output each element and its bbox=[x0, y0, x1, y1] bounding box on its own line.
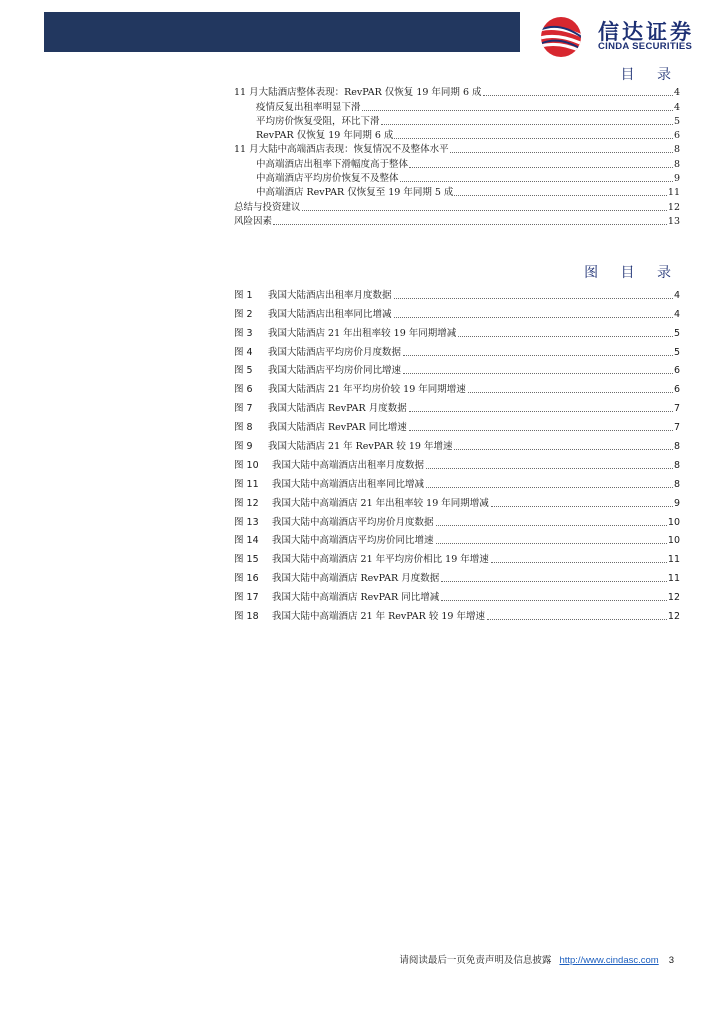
figure-title: 我国大陆中高端酒店 21 年平均房价相比 19 年增速 bbox=[272, 554, 489, 566]
figure-number: 图 6 bbox=[234, 384, 253, 396]
leader-dots bbox=[491, 506, 673, 507]
figure-title: 我国大陆中高端酒店平均房价月度数据 bbox=[272, 516, 434, 528]
figure-entry[interactable] bbox=[234, 565, 680, 584]
figure-title: 我国大陆酒店 21 年 RevPAR 较 19 年增速 bbox=[268, 441, 453, 453]
figure-page: 12 bbox=[667, 592, 680, 604]
brand-name-cn: 信达证券 bbox=[598, 20, 694, 44]
cinda-logo-icon bbox=[532, 14, 594, 58]
figure-entry[interactable] bbox=[234, 490, 680, 509]
figure-title: 我国大陆中高端酒店 RevPAR 月度数据 bbox=[272, 573, 440, 585]
toc-entry-title: 11 月大陆中高端酒店表现：恢复情况不及整体水平 bbox=[234, 144, 449, 156]
toc-entry-page: 4 bbox=[673, 87, 680, 99]
toc-entry-title: 风险因素 bbox=[234, 215, 273, 227]
figure-number: 图 13 bbox=[234, 516, 259, 528]
toc-entry-page: 8 bbox=[673, 144, 680, 156]
figure-number: 图 9 bbox=[234, 441, 253, 453]
figure-page: 7 bbox=[673, 422, 680, 434]
toc-entry[interactable] bbox=[234, 155, 680, 169]
figure-number: 图 12 bbox=[234, 497, 259, 509]
page-footer bbox=[399, 952, 674, 966]
figure-number: 图 15 bbox=[234, 554, 259, 566]
figure-page: 12 bbox=[667, 611, 680, 623]
leader-dots bbox=[409, 430, 673, 431]
leader-dots bbox=[394, 138, 673, 139]
figure-page: 4 bbox=[673, 289, 680, 301]
figure-page: 11 bbox=[667, 554, 680, 566]
toc-entry[interactable] bbox=[234, 98, 680, 112]
toc-entry[interactable] bbox=[234, 213, 680, 227]
brand-logo bbox=[532, 14, 712, 58]
leader-dots bbox=[409, 411, 673, 412]
leader-dots bbox=[454, 195, 666, 196]
figure-page: 8 bbox=[673, 478, 680, 490]
figure-entry[interactable] bbox=[234, 395, 680, 414]
leader-dots bbox=[436, 543, 667, 544]
figure-number: 图 16 bbox=[234, 573, 259, 585]
page-number: 3 bbox=[668, 955, 674, 966]
figure-title: 我国大陆中高端酒店平均房价同比增速 bbox=[272, 535, 434, 547]
leader-dots bbox=[400, 181, 673, 182]
figure-number: 图 10 bbox=[234, 459, 259, 471]
toc-entry-title: 11 月大陆酒店整体表现：RevPAR 仅恢复 19 年同期 6 成 bbox=[234, 87, 482, 99]
figure-entry[interactable] bbox=[234, 452, 680, 471]
figure-entry[interactable] bbox=[234, 433, 680, 452]
figure-number: 图 14 bbox=[234, 535, 259, 547]
figure-entry[interactable] bbox=[234, 584, 680, 603]
toc-entry-page: 6 bbox=[673, 130, 680, 142]
brand-name-en: CINDA SECURITIES bbox=[598, 41, 693, 52]
leader-dots bbox=[441, 581, 667, 582]
figure-number: 图 3 bbox=[234, 327, 253, 339]
toc-entry-title: 中高端酒店平均房价恢复不及整体 bbox=[256, 173, 399, 185]
figures-title: 图 目 录 bbox=[584, 265, 680, 281]
figure-number: 图 8 bbox=[234, 422, 253, 434]
figure-title: 我国大陆酒店平均房价月度数据 bbox=[268, 346, 402, 358]
figure-entry[interactable] bbox=[234, 339, 680, 358]
leader-dots bbox=[403, 373, 673, 374]
figure-title: 我国大陆酒店平均房价同比增速 bbox=[268, 365, 402, 377]
figure-number: 图 18 bbox=[234, 611, 259, 623]
toc-entry-title: 疫情反复出租率明显下滑 bbox=[256, 101, 361, 113]
leader-dots bbox=[362, 110, 673, 111]
figure-page: 4 bbox=[673, 308, 680, 320]
figure-page: 8 bbox=[673, 459, 680, 471]
toc-entry-page: 11 bbox=[667, 187, 680, 199]
figure-entry[interactable] bbox=[234, 546, 680, 565]
toc-title: 目 录 bbox=[620, 67, 680, 83]
leader-dots bbox=[468, 392, 673, 393]
figure-title: 我国大陆酒店 21 年平均房价较 19 年同期增速 bbox=[268, 384, 466, 396]
leader-dots bbox=[441, 600, 667, 601]
figure-title: 我国大陆中高端酒店出租率同比增减 bbox=[272, 478, 425, 490]
figure-page: 10 bbox=[667, 535, 680, 547]
figure-number: 图 7 bbox=[234, 403, 253, 415]
figure-entry[interactable] bbox=[234, 376, 680, 395]
figure-title: 我国大陆酒店 RevPAR 月度数据 bbox=[268, 403, 407, 415]
figure-title: 我国大陆中高端酒店 21 年出租率较 19 年同期增减 bbox=[272, 497, 489, 509]
figure-title: 我国大陆酒店 RevPAR 同比增速 bbox=[268, 422, 407, 434]
figure-entry[interactable] bbox=[234, 320, 680, 339]
toc-entry[interactable] bbox=[234, 184, 680, 198]
footer-disclaimer: 请阅读最后一页免责声明及信息披露 bbox=[399, 955, 552, 966]
figure-page: 7 bbox=[673, 403, 680, 415]
leader-dots bbox=[302, 210, 667, 211]
footer-link[interactable]: http://www.cindasc.com bbox=[559, 955, 659, 966]
figure-page: 5 bbox=[673, 346, 680, 358]
figure-title: 我国大陆酒店出租率月度数据 bbox=[268, 289, 392, 301]
figure-entry[interactable] bbox=[234, 528, 680, 547]
figure-page: 9 bbox=[673, 497, 680, 509]
figure-entry[interactable] bbox=[234, 471, 680, 490]
toc-entry-page: 5 bbox=[673, 115, 680, 127]
toc-entry-title: 中高端酒店出租率下滑幅度高于整体 bbox=[256, 158, 409, 170]
figure-page: 6 bbox=[673, 384, 680, 396]
table-of-contents bbox=[234, 84, 680, 227]
figure-number: 图 4 bbox=[234, 346, 253, 358]
toc-entry-title: 总结与投资建议 bbox=[234, 201, 301, 213]
leader-dots bbox=[450, 152, 673, 153]
figure-number: 图 1 bbox=[234, 289, 253, 301]
toc-entry[interactable] bbox=[234, 84, 680, 98]
figure-page: 8 bbox=[673, 441, 680, 453]
toc-entry[interactable] bbox=[234, 127, 680, 141]
figure-title: 我国大陆中高端酒店 21 年 RevPAR 较 19 年增速 bbox=[272, 611, 485, 623]
figure-number: 图 11 bbox=[234, 478, 259, 490]
leader-dots bbox=[487, 619, 667, 620]
leader-dots bbox=[409, 167, 673, 168]
leader-dots bbox=[403, 355, 673, 356]
figure-entry[interactable] bbox=[234, 414, 680, 433]
figure-page: 11 bbox=[667, 573, 680, 585]
leader-dots bbox=[426, 468, 673, 469]
leader-dots bbox=[273, 224, 667, 225]
leader-dots bbox=[491, 562, 667, 563]
figure-number: 图 17 bbox=[234, 592, 259, 604]
toc-entry-title: 平均房价恢复受阻，环比下滑 bbox=[256, 115, 380, 127]
figure-title: 我国大陆中高端酒店 RevPAR 同比增减 bbox=[272, 592, 440, 604]
figure-title: 我国大陆酒店出租率同比增减 bbox=[268, 308, 392, 320]
toc-entry[interactable] bbox=[234, 170, 680, 184]
figure-title: 我国大陆中高端酒店出租率月度数据 bbox=[272, 459, 425, 471]
leader-dots bbox=[436, 525, 667, 526]
toc-entry-title: 中高端酒店 RevPAR 仅恢复至 19 年同期 5 成 bbox=[256, 187, 454, 199]
leader-dots bbox=[394, 298, 673, 299]
figure-entry[interactable] bbox=[234, 282, 680, 301]
toc-entry-page: 9 bbox=[673, 173, 680, 185]
figure-page: 6 bbox=[673, 365, 680, 377]
figure-entry[interactable] bbox=[234, 509, 680, 528]
figure-entry[interactable] bbox=[234, 603, 680, 622]
toc-entry[interactable] bbox=[234, 198, 680, 212]
leader-dots bbox=[394, 317, 673, 318]
figure-page: 10 bbox=[667, 516, 680, 528]
leader-dots bbox=[483, 95, 673, 96]
leader-dots bbox=[458, 336, 673, 337]
header-bar bbox=[44, 12, 520, 52]
figure-entry[interactable] bbox=[234, 358, 680, 377]
toc-entry-page: 4 bbox=[673, 101, 680, 113]
figure-title: 我国大陆酒店 21 年出租率较 19 年同期增减 bbox=[268, 327, 457, 339]
figure-number: 图 5 bbox=[234, 365, 253, 377]
figure-list bbox=[234, 282, 680, 622]
toc-entry-page: 8 bbox=[673, 158, 680, 170]
figure-number: 图 2 bbox=[234, 308, 253, 320]
toc-entry-page: 13 bbox=[667, 215, 680, 227]
toc-entry[interactable] bbox=[234, 113, 680, 127]
figure-page: 5 bbox=[673, 327, 680, 339]
toc-entry-title: RevPAR 仅恢复 19 年同期 6 成 bbox=[256, 130, 394, 142]
figure-entry[interactable] bbox=[234, 301, 680, 320]
leader-dots bbox=[426, 487, 673, 488]
leader-dots bbox=[454, 449, 672, 450]
leader-dots bbox=[381, 124, 673, 125]
toc-entry[interactable] bbox=[234, 141, 680, 155]
toc-entry-page: 12 bbox=[667, 201, 680, 213]
